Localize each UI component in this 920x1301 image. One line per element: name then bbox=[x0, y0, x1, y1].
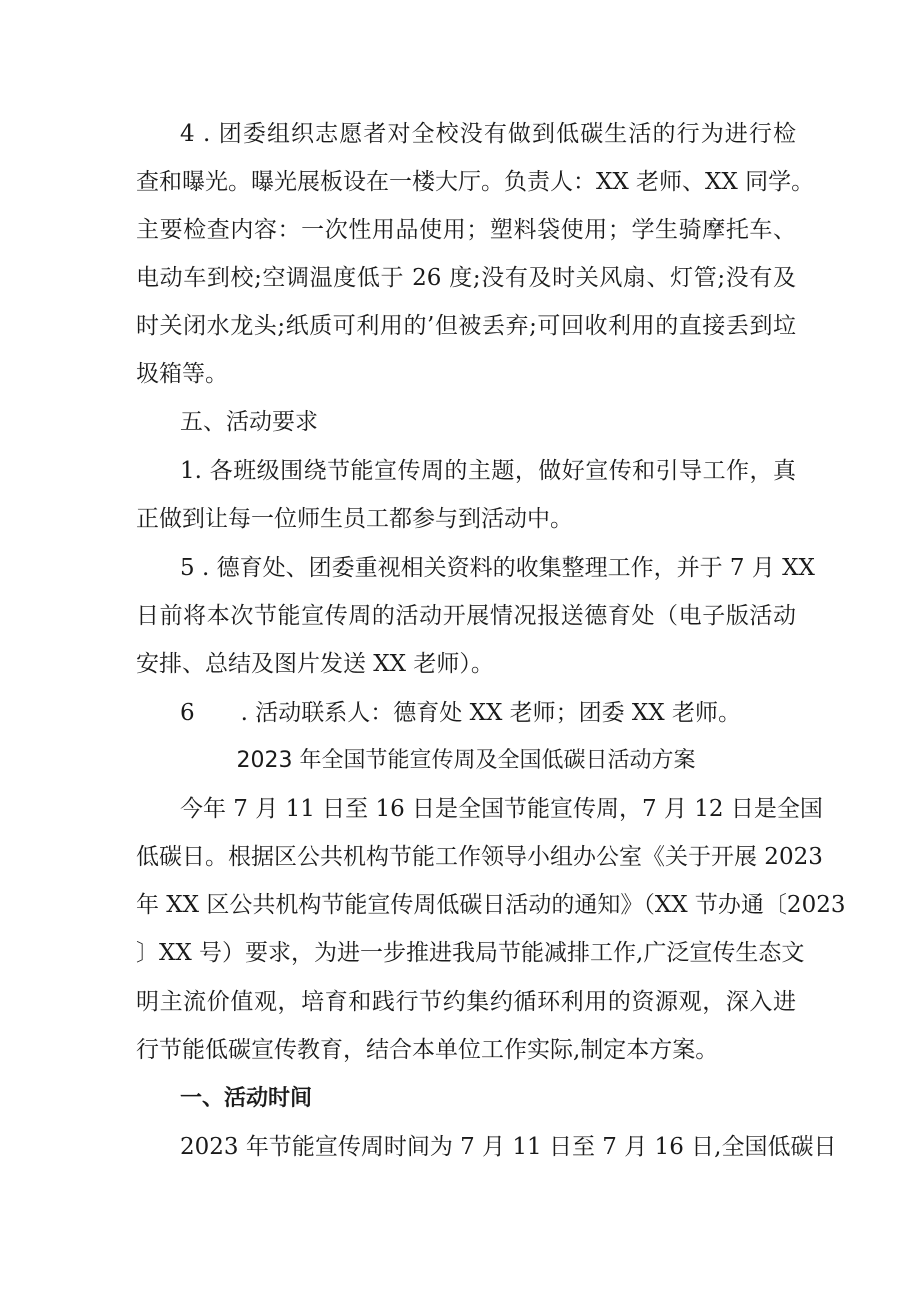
intro-line-3: 年 XX 区公共机构节能宣传周低碳日活动的通知》（XX 节办通〔2023 bbox=[136, 892, 846, 918]
item4-line-2: 查和曝光。曝光展板设在一楼大厅。负责人：XX 老师、XX 同学。 bbox=[136, 169, 815, 195]
intro-line-4: 〕XX 号）要求，为进一步推进我局节能减排工作,广泛宣传生态文 bbox=[136, 940, 805, 966]
item4-line-5: 时关闭水龙头;纸质可利用的’但被丢弃;可回收利用的直接丢到垃 bbox=[136, 313, 796, 339]
req1-line-1: 1. 各班级围绕节能宣传周的主题，做好宣传和引导工作，真 bbox=[180, 458, 796, 484]
section5-heading: 五、活动要求 bbox=[180, 409, 318, 435]
req1-line-2: 正做到让每一位师生员工都参与到活动中。 bbox=[136, 506, 573, 532]
req5-line-2: 日前将本次节能宣传周的活动开展情况报送德育处（电子版活动 bbox=[136, 603, 796, 629]
item4-line-6: 圾箱等。 bbox=[136, 361, 228, 387]
item4-line-4: 电动车到校;空调温度低于 26 度;没有及时关风扇、灯管;没有及 bbox=[136, 265, 796, 291]
intro-line-5: 明主流价值观，培育和践行节约集约循环利用的资源观，深入进 bbox=[136, 989, 796, 1015]
item4-line-1: 4 . 团委组织志愿者对全校没有做到低碳生活的行为进行检 bbox=[180, 121, 796, 147]
req5-line-1: 5 . 德育处、团委重视相关资料的收集整理工作，并于 7 月 XX bbox=[180, 555, 815, 581]
req5-line-3: 安排、总结及图片发送 XX 老师）。 bbox=[136, 651, 494, 677]
plan-title: 2023 年全国节能宣传周及全国低碳日活动方案 bbox=[236, 748, 696, 773]
intro-line-6: 行节能低碳宣传教育，结合本单位工作实际,制定本方案。 bbox=[136, 1037, 719, 1063]
section1-heading: 一、活动时间 bbox=[180, 1086, 313, 1111]
item4-line-3: 主要检查内容：一次性用品使用；塑料袋使用；学生骑摩托车、 bbox=[136, 217, 796, 243]
req6-line: 6 . 活动联系人：德育处 XX 老师；团委 XX 老师。 bbox=[180, 700, 741, 726]
intro-line-1: 今年 7 月 11 日至 16 日是全国节能宣传周，7 月 12 日是全国 bbox=[180, 796, 823, 822]
intro-line-2: 低碳日。根据区公共机构节能工作领导小组办公室《关于开展 2023 bbox=[136, 844, 823, 870]
time-line: 2023 年节能宣传周时间为 7 月 11 日至 7 月 16 日,全国低碳日 bbox=[180, 1134, 837, 1160]
